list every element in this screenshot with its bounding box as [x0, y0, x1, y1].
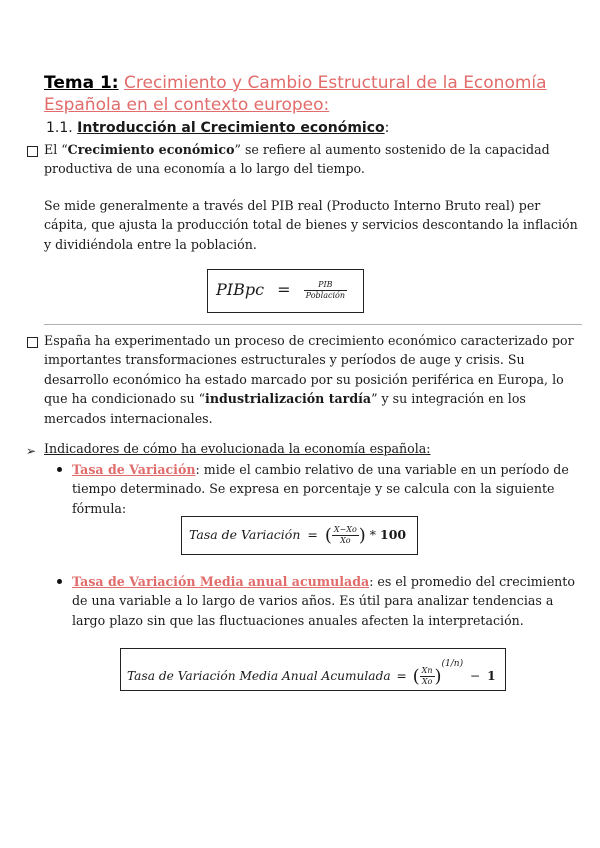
formula-tasa-variacion: Tasa de Variación = ( $\frac{X-Xo}{Xo}$ ) * 100: [181, 516, 418, 555]
formula-tasa-media: Tasa de Variación Media Anual Acumulada = ( $\frac{Xn}{Xo}$ )$^{(1/n)}$ − 1: [120, 648, 506, 691]
formula3-exponent: (1/n): [441, 659, 464, 669]
formula3-one: 1: [487, 669, 496, 683]
divider-line: [44, 324, 582, 325]
paragraph-espana: [44, 331, 580, 428]
formula2-times: *: [369, 527, 377, 542]
p3-pre: España ha experimentado un proceso de crecimiento económico caracterizado por importantes transformaciones estructurales y períodos de auge y crisis. Su desarrollo económico ha estado marcado por su posición periférica en Europa, lo que ha condicionado su “: [44, 333, 574, 407]
term-tasa-variacion: Tasa de Variación: [72, 462, 196, 477]
formula-pibpc: [207, 269, 364, 313]
bullet-icon: [57, 467, 62, 472]
section-colon: :: [384, 120, 390, 136]
bullet-icon: [57, 579, 62, 584]
checkbox-icon: [27, 146, 38, 157]
formula3-num: Xn: [421, 666, 433, 675]
p1-bold: Crecimiento económico: [67, 142, 235, 157]
bullet1-text: : mide el cambio relativo de una variable en un período de tiempo determinado. Se expresa en porcentaje y se calcula con la siguiente fórmula:: [72, 462, 569, 516]
arrow-bullet-icon: ➢: [26, 444, 37, 458]
p3-bold: industrialización tardía: [205, 391, 372, 407]
paragraph-pib: Se mide generalmente a través del PIB real (Producto Interno Bruto real) per cápita, que ajusta la producción total de bienes y servicios descontando la inflación y dividiéndola entre la población.: [44, 198, 578, 252]
bullet-tasa-media: [72, 572, 580, 630]
formula1-num: PIB: [304, 280, 347, 291]
indicators-heading: Indicadores de cómo ha evolucionada la economía española:: [44, 441, 431, 456]
p1-pre: El “: [44, 142, 68, 157]
formula3-eq: =: [396, 669, 407, 683]
section-number: 1.1.: [46, 120, 73, 136]
checkbox-icon: [27, 337, 38, 348]
p3-post: ” y su integración en los mercados internacionales.: [44, 391, 526, 426]
formula2-eq: =: [307, 527, 318, 542]
bullet2-text: : es el promedio del crecimiento de una variable a lo largo de varios años. Es útil para analizar tendencias a largo plazo sin que las fluctuaciones anuales afecten la interpretación.: [72, 574, 575, 628]
p1-post: ” se refiere al aumento sostenido de la capacidad productiva de una economía a lo largo del tiempo.: [44, 142, 550, 177]
section-heading: [46, 120, 389, 136]
formula1-fraction: [304, 280, 347, 301]
page-title: [44, 72, 584, 116]
formula1-eq: =: [277, 280, 291, 299]
formula2-fraction: [332, 525, 359, 546]
formula3-minus: −: [469, 669, 481, 683]
formula3-lhs: Tasa de Variación Media Anual Acumulada: [127, 669, 391, 683]
paragraph-crecimiento: [44, 140, 574, 179]
formula2-factor: 100: [380, 527, 407, 542]
formula2-den: Xo: [340, 536, 351, 545]
formula3-den: Xo: [421, 677, 433, 686]
section-title: Introducción al Crecimiento económico: [77, 120, 385, 136]
bullet-tasa-variacion: [72, 460, 580, 518]
formula2-num: X−Xo: [333, 525, 357, 534]
tema-label: Tema 1:: [44, 73, 119, 93]
formula1-den: Población: [305, 291, 345, 300]
formula1-lhs: PIBpc: [216, 280, 265, 299]
term-tasa-media: Tasa de Variación Media anual acumulada: [72, 574, 370, 589]
formula2-lhs: Tasa de Variación: [189, 527, 301, 542]
formula3-fraction: [420, 666, 435, 687]
title-subtitle: Crecimiento y Cambio Estructural de la Economía Española en el contexto europeo:: [44, 73, 547, 115]
